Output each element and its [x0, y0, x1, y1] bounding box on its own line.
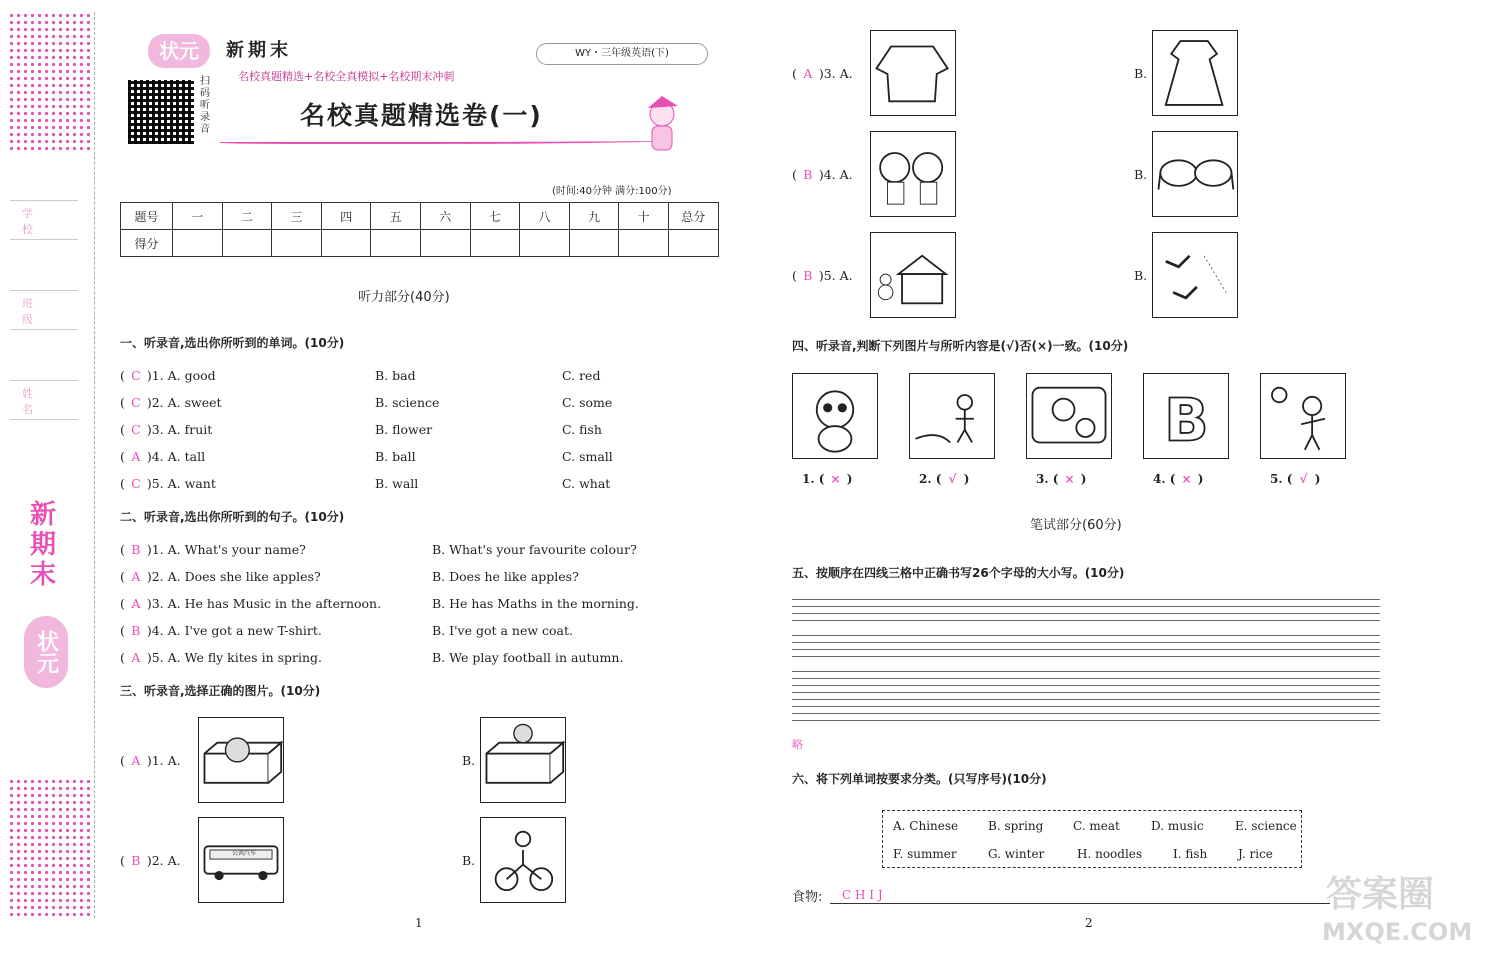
q3-heading: 三、听录音,选择正确的图片。(10分) [120, 684, 321, 698]
score-input-cell[interactable] [470, 230, 520, 257]
word-a: A. Chinese [893, 819, 959, 833]
q3-number: 3. [823, 66, 836, 81]
sidebar-dots-top [8, 12, 90, 152]
brand-subtitle: 名校真题精选+名校全真模拟+名校期末冲刺 [238, 70, 455, 83]
q1-number: 1. [151, 368, 164, 383]
snowy-house-icon[interactable] [870, 232, 956, 318]
q1-option-b: B. wall [375, 476, 419, 491]
q1-item: ( A )4. A. tall [120, 449, 206, 464]
q3-option-b-label: B. [1134, 268, 1148, 283]
q1-answer: C [131, 422, 141, 437]
boy-by-pond-icon[interactable] [909, 373, 995, 459]
swallows-icon[interactable] [1152, 232, 1238, 318]
word-g: G. winter [988, 847, 1045, 861]
q2-option-a: A. I've got a new T-shirt. [167, 623, 322, 638]
q1-heading: 一、听录音,选出你所听到的单词。(10分) [120, 336, 345, 350]
table-cell: 五 [371, 203, 421, 230]
four-line-grid-4[interactable] [792, 693, 1380, 721]
q3-option-b-label: B. [462, 753, 476, 768]
score-table [120, 202, 719, 257]
q4-mark: × [1064, 472, 1075, 486]
dress-icon[interactable] [1152, 30, 1238, 116]
q4-number: 4. [1153, 472, 1166, 486]
page-number-left: 1 [415, 916, 423, 930]
q3-item: ( B )5. A. [792, 268, 853, 283]
sidebar-cut-line [94, 12, 95, 918]
q1-number: 4. [151, 449, 164, 464]
q4-mark: √ [948, 472, 957, 486]
table-cell: 七 [470, 203, 520, 230]
elephants-icon[interactable] [1152, 131, 1238, 217]
q4-item: 5. ( √ ) [1270, 472, 1321, 486]
ball-on-box-icon[interactable] [480, 717, 566, 803]
q3-option-b-label: B. [462, 853, 476, 868]
q4-number: 3. [1036, 472, 1049, 486]
q3-number: 5. [823, 268, 836, 283]
q1-option-a: A. want [167, 476, 216, 491]
word-j: J. rice [1238, 847, 1273, 861]
q4-item: 3. ( × ) [1036, 472, 1087, 486]
q2-answer: A [131, 569, 141, 584]
score-input-cell[interactable] [222, 230, 272, 257]
q1-answer: C [131, 476, 141, 491]
score-input-cell[interactable] [420, 230, 470, 257]
sidebar-vertical-title: 新期末 [29, 500, 56, 590]
score-input-cell[interactable] [619, 230, 669, 257]
q2-answer: B [131, 542, 141, 557]
table-cell: 六 [420, 203, 470, 230]
listening-section-title: 听力部分(40分) [358, 290, 450, 305]
title-underline [220, 138, 670, 144]
bus-sign-text: 公共汽车 [232, 850, 257, 857]
q1-item: ( C )5. A. want [120, 476, 216, 491]
word-e: E. science [1235, 819, 1297, 833]
q1-option-c: C. some [562, 395, 613, 410]
q1-number: 3. [151, 422, 164, 437]
q2-option-b: B. What's your favourite colour? [432, 542, 637, 557]
time-info: (时间:40分钟 满分:100分) [552, 186, 672, 197]
q2-number: 4. [151, 623, 164, 638]
q3-answer: A [131, 753, 141, 768]
score-table-header-row [121, 203, 719, 230]
watermark-top: 答案圈 [1326, 874, 1435, 915]
q3-number: 1. [151, 753, 164, 768]
score-input-cell[interactable] [272, 230, 322, 257]
table-cell: 十 [619, 203, 669, 230]
score-input-cell[interactable] [569, 230, 619, 257]
q1-option-b: B. bad [375, 368, 416, 383]
q2-option-a: A. We fly kites in spring. [167, 650, 323, 665]
word-f: F. summer [893, 847, 957, 861]
table-cell: 总分 [668, 203, 718, 230]
q4-number: 1. [802, 472, 815, 486]
q4-number: 2. [919, 472, 932, 486]
sidebar-dots-bottom [8, 778, 90, 918]
q4-mark: × [830, 472, 841, 486]
q2-item: ( B )1. A. What's your name? [120, 542, 306, 557]
q2-item: ( B )4. A. I've got a new T-shirt. [120, 623, 322, 638]
q1-number: 2. [151, 395, 164, 410]
bus-icon[interactable] [198, 817, 284, 903]
q2-number: 2. [151, 569, 164, 584]
word-c: C. meat [1073, 819, 1120, 833]
four-line-grid-1[interactable] [792, 593, 1380, 621]
score-input-cell[interactable] [520, 230, 570, 257]
q2-item: ( A )5. A. We fly kites in spring. [120, 650, 323, 665]
q4-item: 2. ( √ ) [919, 472, 970, 486]
q2-heading: 二、听录音,选出你所听到的句子。(10分) [120, 510, 345, 524]
food-answer-line[interactable] [830, 884, 1330, 904]
q4-item: 4. ( × ) [1153, 472, 1204, 486]
q4-mark: √ [1299, 472, 1308, 486]
q3-answer: A [803, 66, 813, 81]
word-bank [882, 810, 1302, 868]
q3-answer: B [131, 853, 141, 868]
q1-option-c: C. red [562, 368, 601, 383]
sweater-icon[interactable] [870, 30, 956, 116]
q1-option-c: C. fish [562, 422, 602, 437]
q1-answer: C [131, 395, 141, 410]
q3-option-a-label: A. [839, 268, 853, 283]
q1-item: ( C )1. A. good [120, 368, 216, 383]
q3-option-a-label: A. [839, 167, 853, 182]
q3-answer: B [803, 268, 813, 283]
q4-number: 5. [1270, 472, 1283, 486]
table-cell: 四 [321, 203, 371, 230]
q1-option-a: A. good [167, 368, 216, 383]
table-cell: 一 [173, 203, 223, 230]
grade-tag: WY・三年级英语(下) [536, 43, 708, 65]
score-input-cell[interactable] [668, 230, 718, 257]
word-b: B. spring [988, 819, 1044, 833]
panda-icon[interactable] [792, 373, 878, 459]
q1-option-b: B. science [375, 395, 440, 410]
boy-in-sun-icon[interactable] [1260, 373, 1346, 459]
table-cell: 八 [520, 203, 570, 230]
four-line-grid-2[interactable] [792, 629, 1380, 657]
food-label: 食物: [792, 890, 823, 905]
table-cell: 题号 [121, 203, 173, 230]
sidebar-seal: 状元 [24, 616, 68, 688]
boy-in-car-icon[interactable] [1026, 373, 1112, 459]
q1-number: 5. [151, 476, 164, 491]
q2-number: 1. [151, 542, 164, 557]
q2-option-a: A. He has Music in the afternoon. [167, 596, 382, 611]
food-answer: C H I J [842, 888, 883, 902]
q3-answer: B [803, 167, 813, 182]
q3-option-a-label: A. [839, 66, 853, 81]
q2-option-a: A. What's your name? [167, 542, 306, 557]
q2-option-b: B. We play football in autumn. [432, 650, 624, 665]
q3-number: 4. [823, 167, 836, 182]
q2-answer: A [131, 650, 141, 665]
q2-option-a: A. Does she like apples? [167, 569, 321, 584]
q2-number: 3. [151, 596, 164, 611]
four-line-grid-3[interactable] [792, 665, 1380, 693]
score-input-cell[interactable] [173, 230, 223, 257]
mascot-icon [640, 94, 684, 156]
q1-answer: A [131, 449, 141, 464]
q2-item: ( A )2. A. Does she like apples? [120, 569, 321, 584]
q1-option-a: A. tall [167, 449, 206, 464]
q3-item: ( B )2. A. [120, 853, 181, 868]
word-h: H. noodles [1077, 847, 1143, 861]
qr-hint: 扫码听录音 [200, 76, 210, 135]
q3-option-a-label: A. [167, 853, 181, 868]
qr-code-icon[interactable] [128, 80, 194, 144]
q2-option-b: B. Does he like apples? [432, 569, 579, 584]
q2-option-b: B. I've got a new coat. [432, 623, 573, 638]
q2-answer: B [131, 623, 141, 638]
q1-option-c: C. small [562, 449, 613, 464]
q3-option-b-label: B. [1134, 167, 1148, 182]
q3-item: ( A )1. A. [120, 753, 181, 768]
q2-option-b: B. He has Maths in the morning. [432, 596, 639, 611]
q1-answer: C [131, 368, 141, 383]
score-input-cell[interactable] [371, 230, 421, 257]
letter-b-icon[interactable] [1143, 373, 1229, 459]
q1-option-a: A. sweet [167, 395, 222, 410]
q4-item: 1. ( × ) [802, 472, 853, 486]
svg-text:B: B [1164, 386, 1209, 455]
table-cell: 九 [569, 203, 619, 230]
writing-section-title: 笔试部分(60分) [1030, 518, 1122, 533]
q6-heading: 六、将下列单词按要求分类。(只写序号)(10分) [792, 772, 1047, 786]
q5-answer: 略 [792, 738, 803, 751]
q4-heading: 四、听录音,判断下列图片与所听内容是(√)否(×)一致。(10分) [792, 339, 1129, 353]
q2-item: ( A )3. A. He has Music in the afternoon. [120, 596, 382, 611]
table-cell: 二 [222, 203, 272, 230]
score-input-cell[interactable] [321, 230, 371, 257]
name-field[interactable]: 姓名 [10, 380, 78, 420]
q2-number: 5. [151, 650, 164, 665]
q2-answer: A [131, 596, 141, 611]
page-number-right: 2 [1085, 916, 1093, 930]
q1-item: ( C )3. A. fruit [120, 422, 213, 437]
score-table-score-row [121, 230, 719, 257]
watermark-bottom: MXQE.COM [1322, 918, 1473, 946]
table-cell: 三 [272, 203, 322, 230]
page-title: 名校真题精选卷(一) [300, 101, 543, 130]
q3-item: ( B )4. A. [792, 167, 853, 182]
q1-option-b: B. flower [375, 422, 433, 437]
q3-option-b-label: B. [1134, 66, 1148, 81]
q4-mark: × [1181, 472, 1192, 486]
brand-name: 新期末 [226, 40, 292, 61]
q1-option-b: B. ball [375, 449, 416, 464]
q5-heading: 五、按顺序在四线三格中正确书写26个字母的大小写。(10分) [792, 566, 1125, 580]
school-field[interactable]: 学校 [10, 200, 78, 240]
ball-in-box-icon[interactable] [198, 717, 284, 803]
q1-option-a: A. fruit [167, 422, 213, 437]
class-field[interactable]: 班级 [10, 290, 78, 330]
word-d: D. music [1151, 819, 1204, 833]
q1-option-c: C. what [562, 476, 611, 491]
word-i: I. fish [1173, 847, 1208, 861]
q1-item: ( C )2. A. sweet [120, 395, 222, 410]
q3-item: ( A )3. A. [792, 66, 853, 81]
table-cell: 得分 [121, 230, 173, 257]
lions-icon[interactable] [870, 131, 956, 217]
q3-option-a-label: A. [167, 753, 181, 768]
brand-logo: 状元 [148, 34, 210, 68]
bike-rider-icon[interactable] [480, 817, 566, 903]
q3-number: 2. [151, 853, 164, 868]
